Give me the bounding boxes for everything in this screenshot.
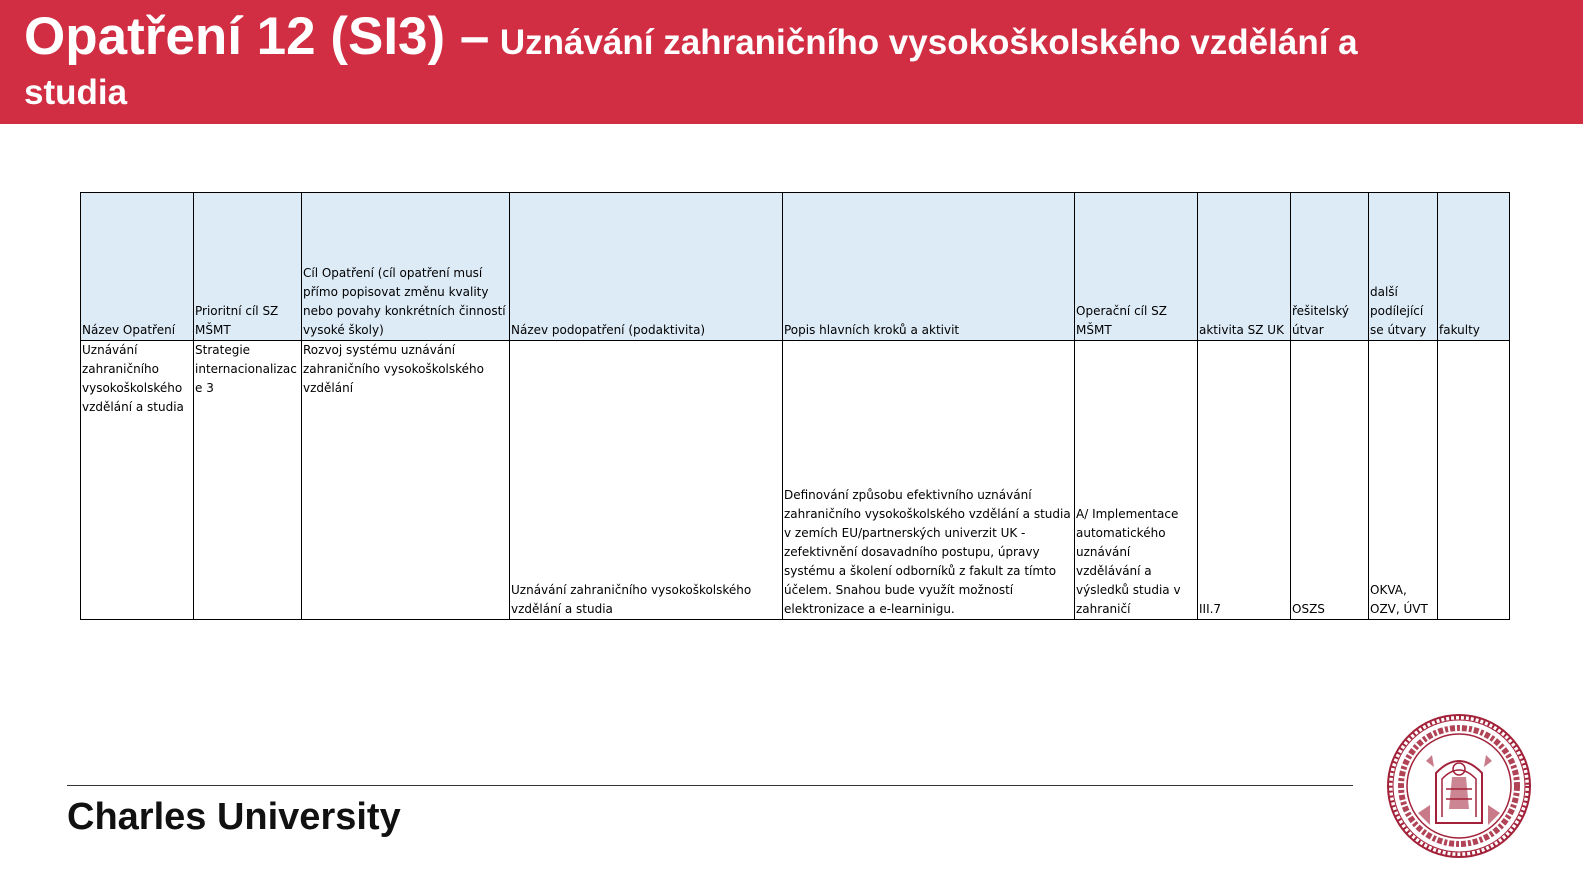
title-line-1 (24, 6, 1559, 81)
header-fakulty: fakulty (1438, 193, 1510, 341)
measures-table (80, 192, 1510, 620)
table-header-row (81, 193, 1510, 341)
title-bar (0, 0, 1583, 124)
header-nazev-opatreni: Název Opatření (81, 193, 194, 341)
cell-resitelsky-utvar: OSZS (1291, 341, 1369, 620)
brand-name: Charles University (67, 796, 401, 838)
header-nazev-podopatreni: Název podopatření (podaktivita) (510, 193, 783, 341)
header-operacni-cil: Operační cíl SZ MŠMT (1075, 193, 1198, 341)
footer-divider (67, 785, 1353, 786)
header-aktivita-sz-uk: aktivita SZ UK (1198, 193, 1291, 341)
cell-cil-opatreni: Rozvoj systému uznávání zahraničního vysokoškolského vzdělání (302, 341, 510, 620)
cell-nazev-podopatreni: Uznávání zahraničního vysokoškolského vzdělání a studia (510, 341, 783, 620)
header-cil-opatreni: Cíl Opatření (cíl opatření musí přímo popisovat změnu kvality nebo povahy konkrétních činností vysoké školy) (302, 193, 510, 341)
cell-operacni-cil: A/ Implementace automatického uznávání vzdělávání a výsledků studia v zahraničí (1075, 341, 1198, 620)
header-prioritni-cil: Prioritní cíl SZ MŠMT (194, 193, 302, 341)
cell-popis-kroku: Definování způsobu efektivního uznávání zahraničního vysokoškolského vzdělání a studia v zemích EU/partnerských univerzit UK - zefektivnění dosavadního postupu, úpravy systému a školení odborníků z fakult za tímto účelem. Snahou bude využít možností elektronizace a e-learninigu. (783, 341, 1075, 620)
cell-fakulty (1438, 341, 1510, 620)
cell-prioritni-cil: Strategie internacionalizace 3 (194, 341, 302, 620)
university-seal-icon (1386, 713, 1532, 859)
slide-subtitle-continued: studia (24, 73, 128, 112)
slide-subtitle: Uznávání zahraničního vysokoškolského vzdělání a (499, 23, 1358, 62)
slide-title: Opatření 12 (SI3) – (24, 7, 490, 66)
cell-dalsi-utvary: OKVA, OZV, ÚVT (1369, 341, 1438, 620)
table-row (81, 341, 1510, 620)
header-resitelsky-utvar: řešitelský útvar (1291, 193, 1369, 341)
cell-nazev-opatreni: Uznávání zahraničního vysokoškolského vzdělání a studia (81, 341, 194, 620)
cell-aktivita-sz-uk: III.7 (1198, 341, 1291, 620)
header-popis-kroku: Popis hlavních kroků a aktivit (783, 193, 1075, 341)
header-dalsi-utvary: další podílející se útvary (1369, 193, 1438, 341)
